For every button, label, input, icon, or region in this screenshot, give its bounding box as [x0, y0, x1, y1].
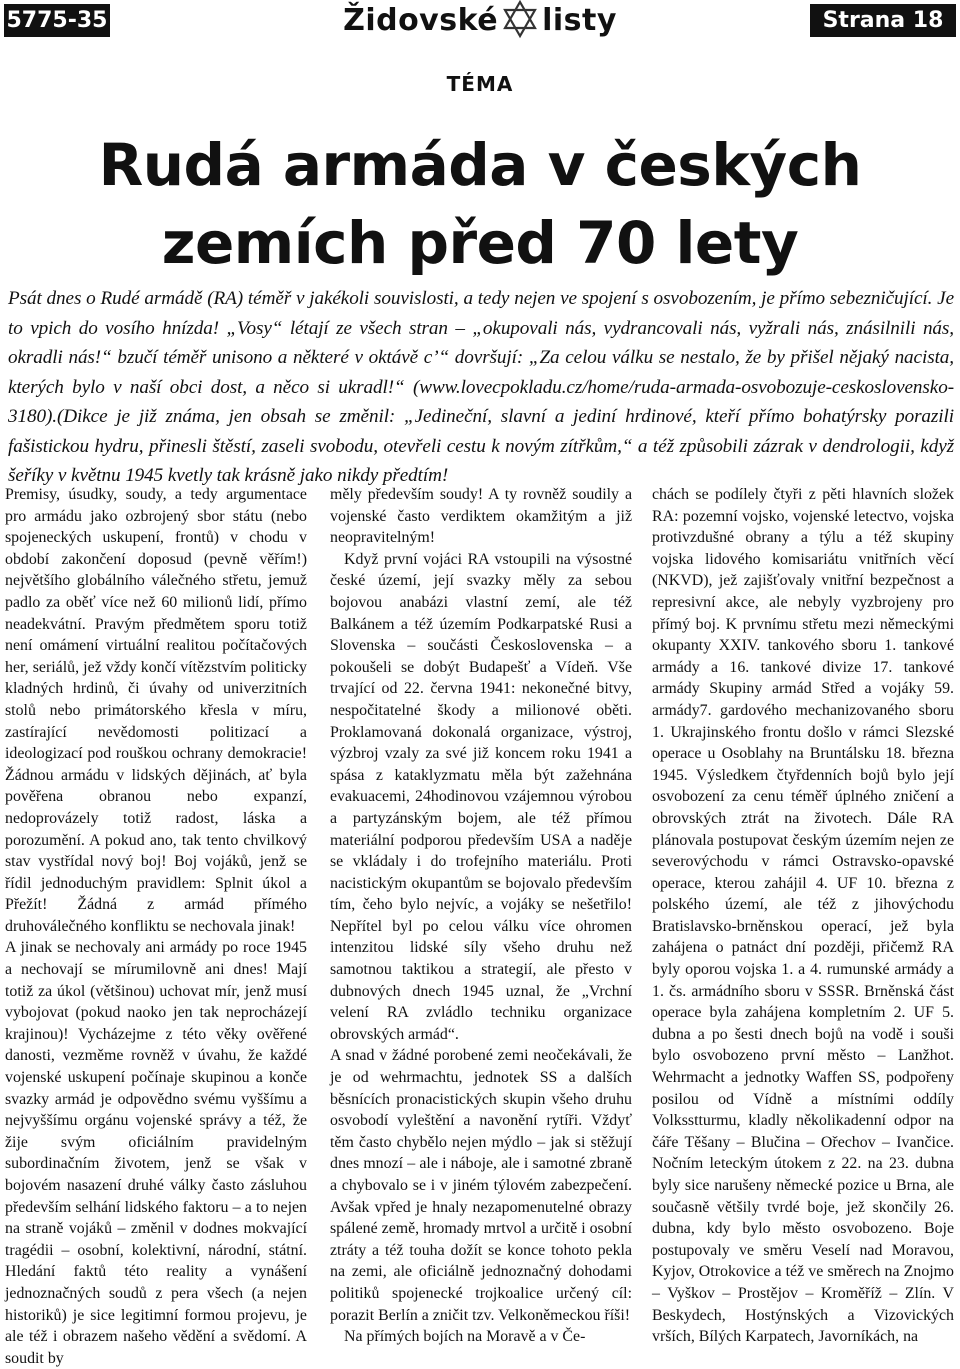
headline-line-2: zemích před 70 lety — [161, 209, 799, 277]
article-column-2 — [330, 484, 632, 1346]
column-2-paragraph-3: A snad v žádné porobené zemi neočekávali, že je od wehrmachtu, jednotek SS a dalších běsnících pronacistických skupin všeho druhu osvobodí vyleštění a navonění rytíři. Vždyť těm často chybělo nejen mýdlo – jak si stěžují dnes mnozí – ale i náboje, ale i samotné zbraně a chybovalo se i v jiném týlovém zabezpečení. Avšak vpřed je hnaly nezapomenutelné obrazy spálené země, hromady mrtvol a určitě i osobní ztráty a též touha dožít se konce tohoto pekla na zemi, ale oficiálně jednoznačný dohodami politiků spojenecké trojkoalice určený cíl: porazit Berlín a zničit tzv. Velkoněmeckou říši! — [330, 1047, 632, 1324]
headline-line-1: Rudá armáda v českých — [98, 131, 862, 199]
article-headline — [0, 126, 960, 282]
page-header — [0, 0, 960, 44]
column-1-paragraph-2: A jinak se nechovaly ani armády po roce 1945 a nechovají se mírumilovně ani dnes! Mají totiž za úkol (většinou) uchovat mír, jenž musí vybojovat (pokud naoko jen tak neprocházejí krajinou)! Vycházejme z této věky ověřené danosti, vezměme rovněž v úvahu, že každé vojenské uskupení počínaje skupinou a konče svazky armád je odpovědno svému vyššímu a nejvyššímu orgánu vojenské správy a též, že žije svým oficiálním pravidelným subordinačním životem, jenž se však v bojovém nasazení druhé války často zásluhou především selhání lidského faktoru – a to nejen na straně vojáků – změnil v dodnes mokvající tragédii – osobní, kolektivní, národní, státní. Hledání faktů této reality a vynášení jednoznačných soudů z pera všech (a nejen historiků) je sice legitimní formou projevu, je ale též i obrazem našeho vědění a svědomí. A soudit by — [5, 939, 307, 1367]
article-column-3 — [652, 484, 954, 1346]
column-2-paragraph-2: Když první vojáci RA vstoupili na výsostné české území, její svazky měly za sebou bojovou anabázi vlastní zemí, ale též Balkánem a též územím Podkarpatské Rusi a Slovenska – součásti Československa – a pokoušeli se dobýt Budapešť a Vídeň. Vše trvající od 22. června 1941: nekonečné bitvy, nespočitatelné škody a milionové oběti. Proklamovaná dokonalá organizace, výstroj, výzbroj vzaly za své již koncem roku 1941 a spása z kataklyzmatu měla být zažehnána evakuacemi, 24hodinovou vzájemnou výrobou a partyzánským bojem, ale též přímou materiální podporou především USA a naděje se vkládaly i do trofejního materiálu. Proti nacistickým okupantům se bojovalo především tím, čeho bylo nejvíc, a vojáky se nešetřilo! Nepřítel byl po celou válku více ohromen intenzitou lidské síly všeho druhu než samotnou taktikou a strategií, ale přesto v dubnových dnech 1945 uznal, že „Vrchní velení RA zvládlo techniku organizace obrovských armád“. — [330, 550, 632, 1043]
star-of-david-icon — [500, 0, 540, 39]
section-label: TÉMA — [446, 72, 514, 96]
article-lead: Psát dnes o Rudé armádě (RA) téměř v jakékoli souvislosti, a tedy nejen ve spojení s osvobozením, je přímo sebezničující. Je to vpich do vosího hnízda! „Vosy“ létají ze všech stran – „okupovali nás, vydrancovali nás, vyžrali nás, znásilnili nás, okradli nás!“ bzučí téměř unisono a některé v oktávě c’“ dovršují: „Za celou válku se nestalo, že by přišel nějaký nacista, kterých bylo v naší obci dost, a něco si ukradl!“ (www.lovecpokladu.cz/home/ruda-armada-osvobozuje-ceskoslovensko-3180).(Dikce je již známa, jen obsah se změnil: „Jedineční, slavní a jediní hrdinové, kteří přímo bohatýrsky porazili fašistickou hydru, přinesli štěstí, zaseli svobodu, otevřeli cestu k novým zítřkům,“ a též způsobili zázrak v dendrologii, když šeříky v květnu 1945 kvetly tak krásně jako nikdy předtím! — [8, 288, 954, 486]
issue-number-badge: 5775-35 — [4, 4, 110, 37]
column-1-paragraph-1: Premisy, úsudky, soudy, a tedy argumentace pro armádu jako ozbrojený sbor státu (nebo spojeneckých uskupení, frontů) v chodu v období zakončení doposud (pevně věřím!) největšího globálního válečného střetu, jemuž padlo za oběť více než 60 milionů lidí, přímo neadekvátní. Pravým předmětem sporu totiž není omámení virtuální realitou počítačových her, seriálů, jež vždy končí vítězstvím politicky kladných hrdinů, či úvahy od univerzitních stolů nebo primátorského křesla v míru, zastírající nevědomosti politizací a ideologizací pod rouškou ochrany demokracie! Žádnou armádu v lidských dějinách, ať byla pověřena obranou nebo expanzí, nedoprovázely totiž radost, láska a porozumění. A pokud ano, tak tento chvilkový stav vystřídal nový boj! Boj vojáků, jenž se řídil jednoduchým pravidlem: Splnit úkol a Přežít! Žádná z armád přímého druhoválečného konfliktu se nechovala jinak! — [5, 486, 307, 935]
column-2-paragraph-4: Na přímých bojích na Moravě a v Če- — [344, 1328, 586, 1346]
article-column-1 — [5, 484, 307, 1367]
page-number-badge: Strana 18 — [810, 4, 956, 37]
masthead-word-right: listy — [542, 3, 617, 38]
column-3-paragraph-1: chách se podílely čtyři z pěti hlavních složek RA: pozemní vojsko, vojenské letectvo, vojska protivzdušné obrany a týlu a též skupiny vojska lidového komisariátu vnitřních věcí (NKVD), jež zajišťovaly vnitřní bezpečnost a represivní akce, ale nebyly vyzbrojeny pro přímý boj. K prvnímu střetu mezi německými okupanty XXIV. tankového sboru 1. tankové armády a 16. tankové divize 17. tankové armády Skupiny armád Střed a vojáky 59. armády7. gardového mechanizovaného sboru 1. Ukrajinského frontu došlo v rámci Slezské operace u Osoblahy na Bruntálsku 18. března 1945. Výsledkem čtyřdenních bojů bylo její osvobození za cenu téměř úplného zničení a obrovských ztrát na životech. Dále RA plánovala postupovat českým územím nejen ze severovýchodu v rámci Ostravsko-opavské operace, kterou zahájil 4. UF 10. března z polského území, ale též z jihovýchodu Bratislavsko-brněnskou operací, jež byla zahájena o patnáct dní později, přičemž RA byly oporou vojska 1. a 4. rumunské armády a 1. čs. armádního sboru v SSSR. Brněnská část operace byla zahájena kompletním 2. UF 5. dubna a po šesti dnech bojů na vodě i souši bylo osvobozeno první město – Lanžhot. Wehrmacht a jednotky Waffen SS, podpořeny posilou od Vídně a místními oddíly Volksstturmu, kladly několikadenní odpor na čáře Těšany – Blučina – Ořechov – Ivančice. Nočním leteckým útokem z 22. na 23. dubna byly sice narušeny německé pozice u Brna, ale současně většily tvrdé boje, jež skončily 26. dubna, kdy bylo město osvobozeno. Boje postupovaly ve směru Veselí nad Moravou, Kyjov, Otrokovice a též ve směrech na Znojmo – Vyškov – Prostějov – Kroměříž – Zlín. V Beskydech, Hostýnských a Vizovických vrších, Bílých Karpatech, Javorníkách, na — [652, 486, 954, 1346]
masthead-word-left: Židovské — [343, 3, 499, 38]
masthead — [310, 0, 650, 42]
column-2-paragraph-1: měly především soudy! A ty rovněž soudily a vojenské často verdiktem okamžitým a již neopravitelným! — [330, 486, 632, 547]
